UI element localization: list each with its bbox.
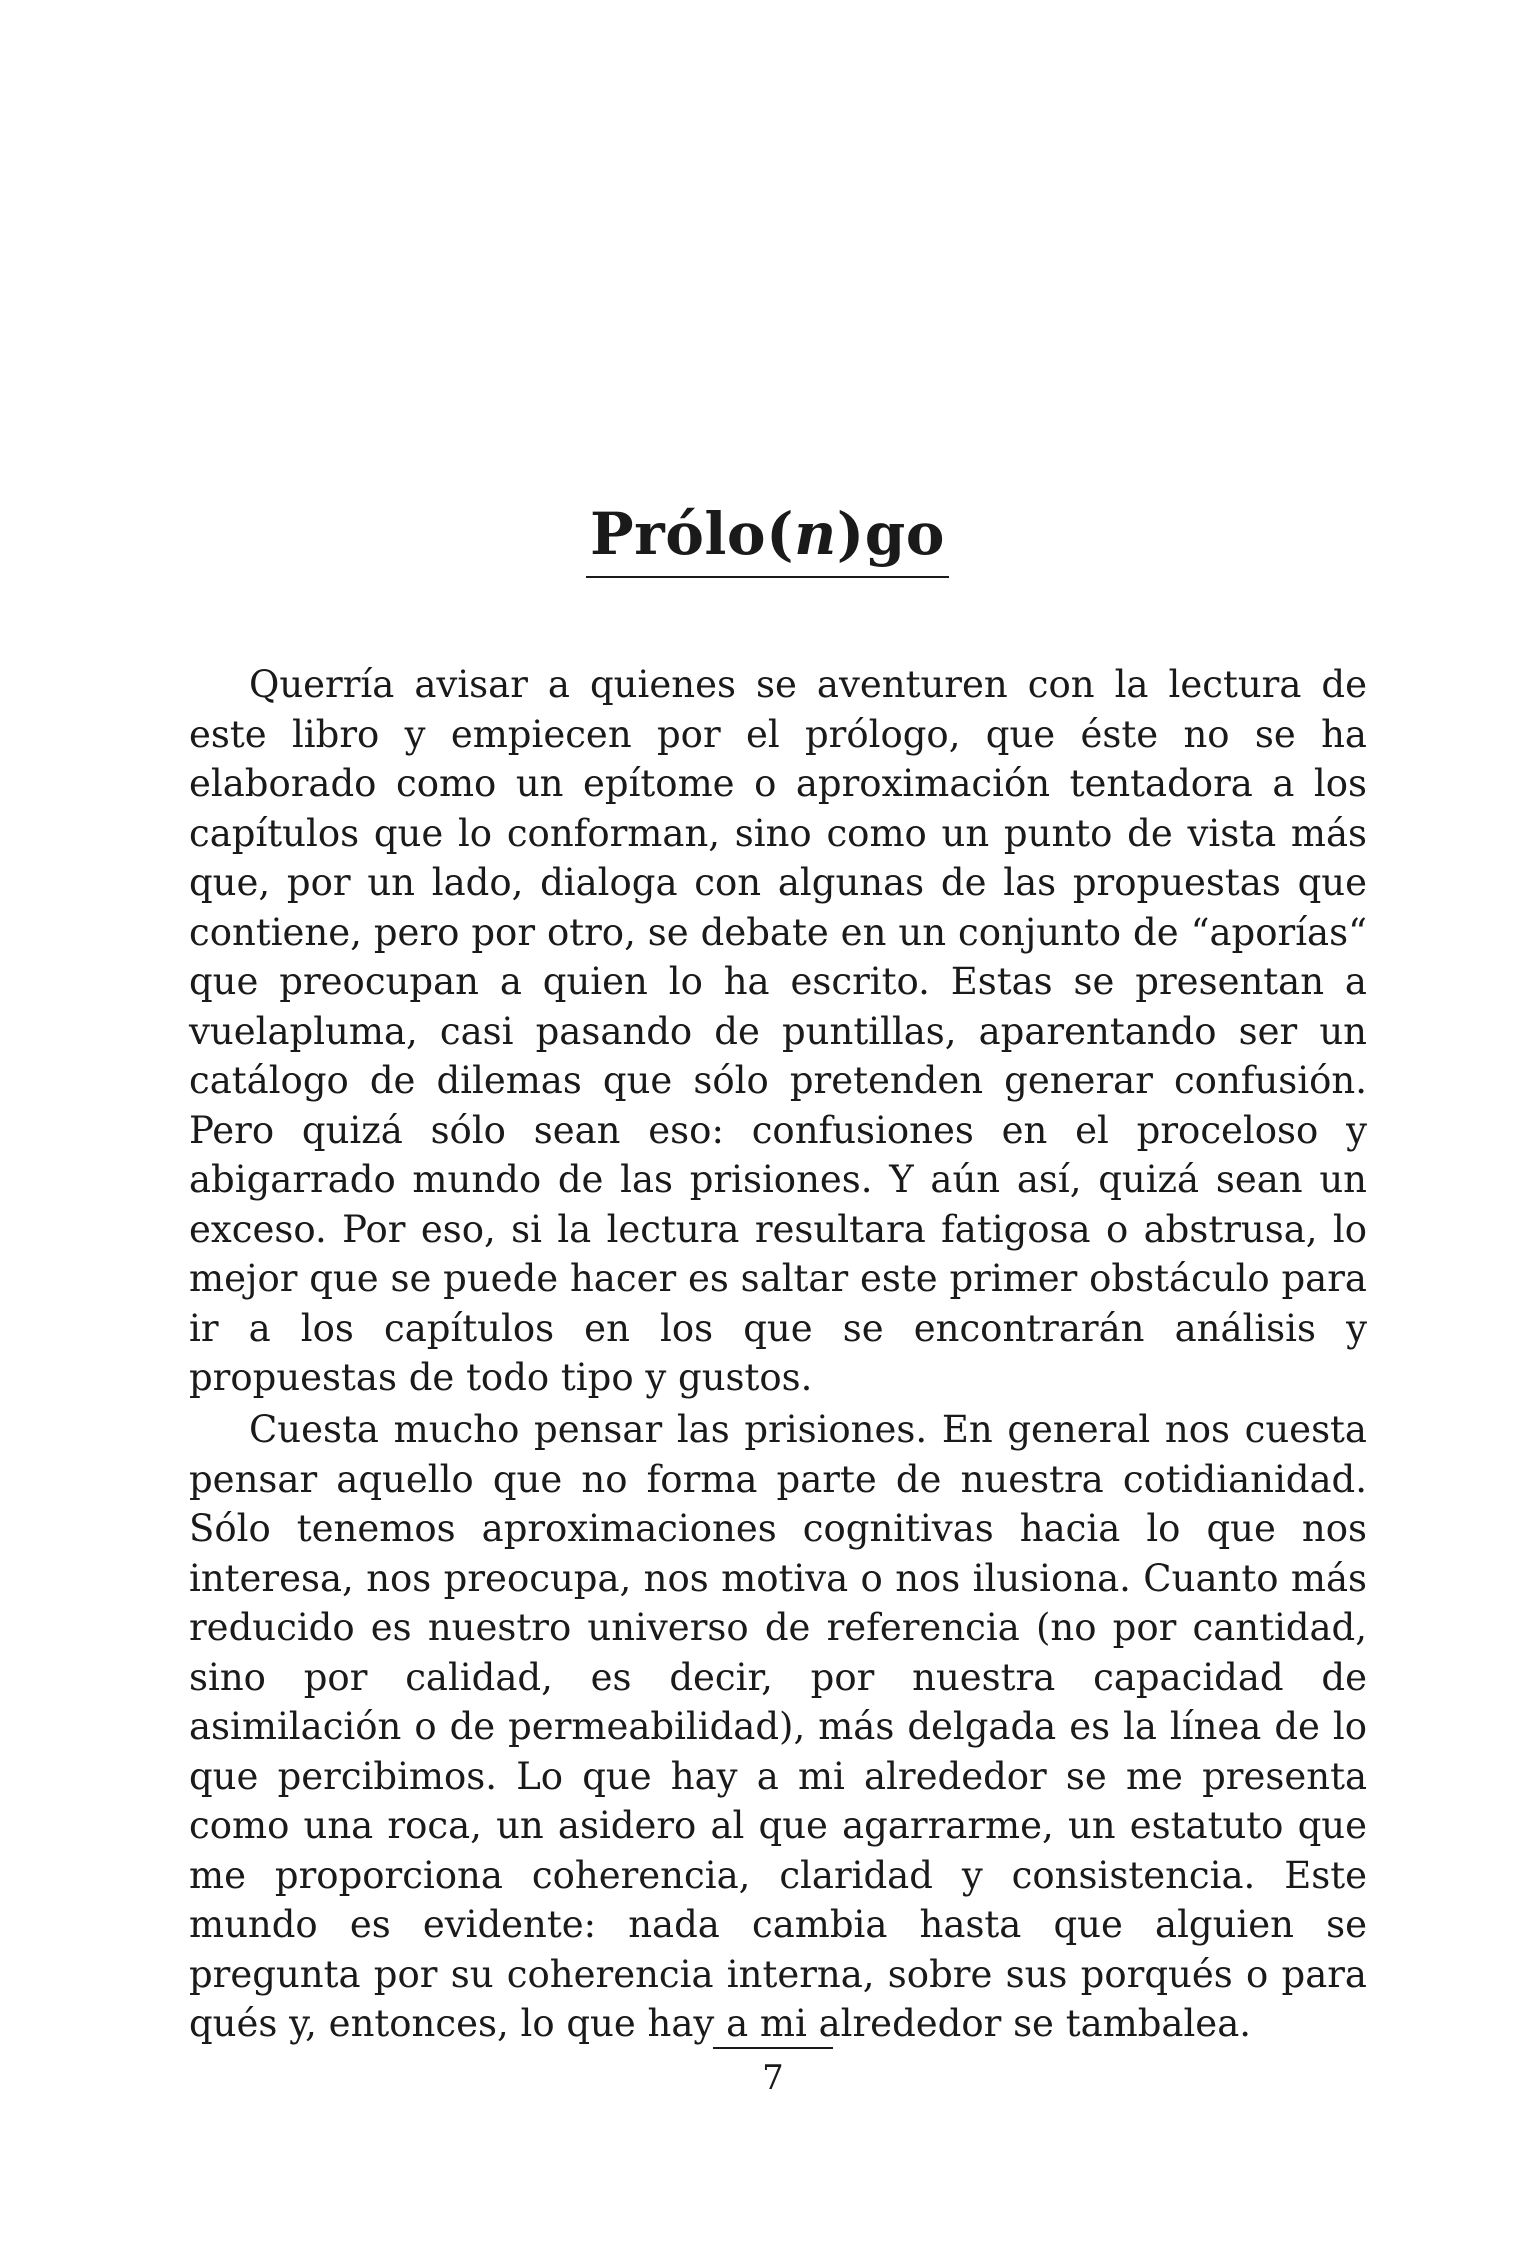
paragraph-2: Cuesta mucho pensar las prisiones. En general nos cuesta pensar aquello que no forma parte de nuestra cotidianidad. Sólo tenemos aproximaciones cognitivas hacia lo que nos interesa, nos preocupa, nos motiva o nos ilusiona. Cuanto más reducido es nuestro universo de referencia (no por cantidad, sino por calidad, es decir, por nuestra capacidad de asimilación o de permeabilidad), más delgada es la línea de lo que percibimos. Lo que hay a mi alrededor se me presenta como una roca, un asidero al que agarrarme, un estatuto que me proporciona coherencia, claridad y consistencia. Este mundo es evidente: nada cambia hasta que alguien se pregunta por su coherencia interna, sobre sus porqués o para qués y, entonces, lo que hay a mi alrededor se tambalea.: [189, 1408, 1367, 2045]
body-text-block-2: [189, 1405, 1367, 2049]
chapter-title: [586, 500, 949, 578]
chapter-title-start: Prólo(: [590, 500, 795, 568]
paragraph-1: Querría avisar a quienes se aventuren con la lectura de este libro y empiecen por el prólogo, que éste no se ha elaborado como un epítome o aproximación tentadora a los capítulos que lo conforman, sino como un punto de vista más que, por un lado, dialoga con algunas de las propuestas que contiene, pero por otro, se debate en un conjunto de “aporías“ que preocupan a quien lo ha escrito. Estas se presentan a vuelapluma, casi pasando de puntillas, aparentando ser un catálogo de dilemas que sólo pretenden generar confusión. Pero quizá sólo sean eso: confusiones en el proceloso y abigarrado mundo de las prisiones. Y aún así, quizá sean un exceso. Por eso, si la lectura resultara fatigosa o abstrusa, lo mejor que se puede hacer es saltar este primer obstáculo para ir a los capítulos en los que se encontrarán análisis y propuestas de todo tipo y gustos.: [189, 663, 1367, 1399]
chapter-title-italic: n: [794, 500, 837, 568]
body-text-block-1: [189, 660, 1367, 1403]
chapter-title-wrap: [0, 500, 1535, 578]
page-number: 7: [762, 2058, 784, 2098]
footer-rule: [713, 2047, 833, 2049]
chapter-title-end: )go: [836, 500, 945, 568]
